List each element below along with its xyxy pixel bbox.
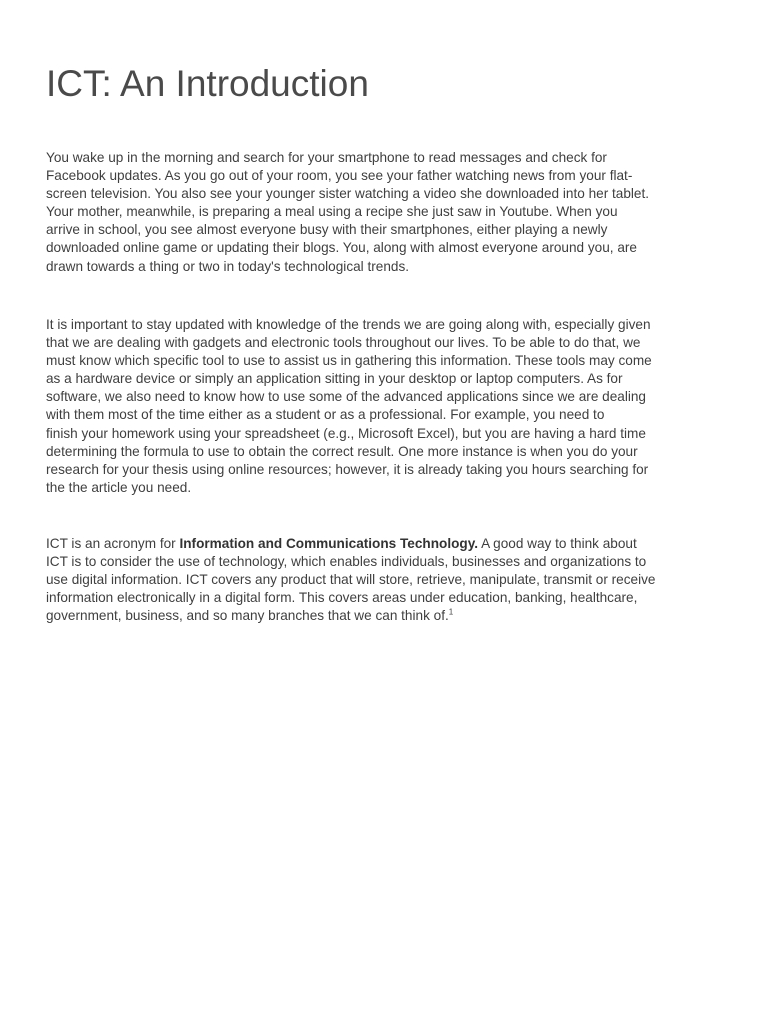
paragraph-line: determining the formula to use to obtain the correct result. One more instance is when you do your <box>46 443 638 459</box>
trends-paragraph <box>46 316 726 497</box>
paragraph-line: research for your thesis using online resources; however, it is already taking you hours searching for <box>46 461 649 477</box>
paragraph-line: It is important to stay updated with knowledge of the trends we are going along with, especially given <box>46 317 651 332</box>
paragraph-line: ICT is to consider the use of technology, which enables individuals, businesses and organizations to <box>46 554 647 570</box>
paragraph-line <box>46 535 726 553</box>
ict-term: Information and Communications Technology. <box>179 536 479 551</box>
paragraph-line: Your mother, meanwhile, is preparing a meal using a recipe she just saw in Youtube. When you <box>46 204 618 220</box>
paragraph-line: downloaded online game or updating their blogs. You, along with almost everyone around you, are <box>46 240 637 256</box>
paragraph-line: finish your homework using your spreadsheet (e.g., Microsoft Excel), but you are having a hard time <box>46 425 646 441</box>
paragraph-line: screen television. You also see your younger sister watching a video she downloaded into her tablet. <box>46 186 650 202</box>
paragraph-line: use digital information. ICT covers any product that will store, retrieve, manipulate, transmit or receive <box>46 572 656 588</box>
page-title: ICT: An Introduction <box>46 63 369 104</box>
last-line-text: government, business, and so many branches that we can think of. <box>46 608 449 624</box>
paragraph-line: that we are dealing with gadgets and electronic tools throughout our lives. To be able to do that, we <box>46 335 641 351</box>
paragraph-line: with them most of the time either as a student or as a professional. For example, you need to <box>46 407 605 423</box>
paragraph-line <box>46 607 726 625</box>
footnote-marker[interactable]: 1 <box>448 607 454 617</box>
paragraph-line: must know which specific tool to use to assist us in gathering this information. These tools may come <box>46 353 652 369</box>
definition-lead: ICT is an acronym for <box>46 536 180 551</box>
paragraph-line: drawn towards a thing or two in today's technological trends. <box>46 258 410 274</box>
paragraph-line: software, we also need to know how to use some of the advanced applications since we are dealing <box>46 389 646 405</box>
intro-paragraph <box>46 149 726 276</box>
paragraph-line: the the article you need. <box>46 479 192 495</box>
definition-paragraph <box>46 535 726 625</box>
paragraph-line: arrive in school, you see almost everyone busy with their smartphones, either playing a newly <box>46 222 608 238</box>
paragraph-line: You wake up in the morning and search for your smartphone to read messages and check for <box>46 150 607 165</box>
paragraph-line: as a hardware device or simply an application sitting in your desktop or laptop computers. As for <box>46 371 623 387</box>
paragraph-line: Facebook updates. As you go out of your room, you see your father watching news from your flat- <box>46 168 633 184</box>
definition-lead-after: A good way to think about <box>478 536 637 551</box>
paragraph-line: information electronically in a digital form. This covers areas under education, banking, healthcare, <box>46 590 638 606</box>
